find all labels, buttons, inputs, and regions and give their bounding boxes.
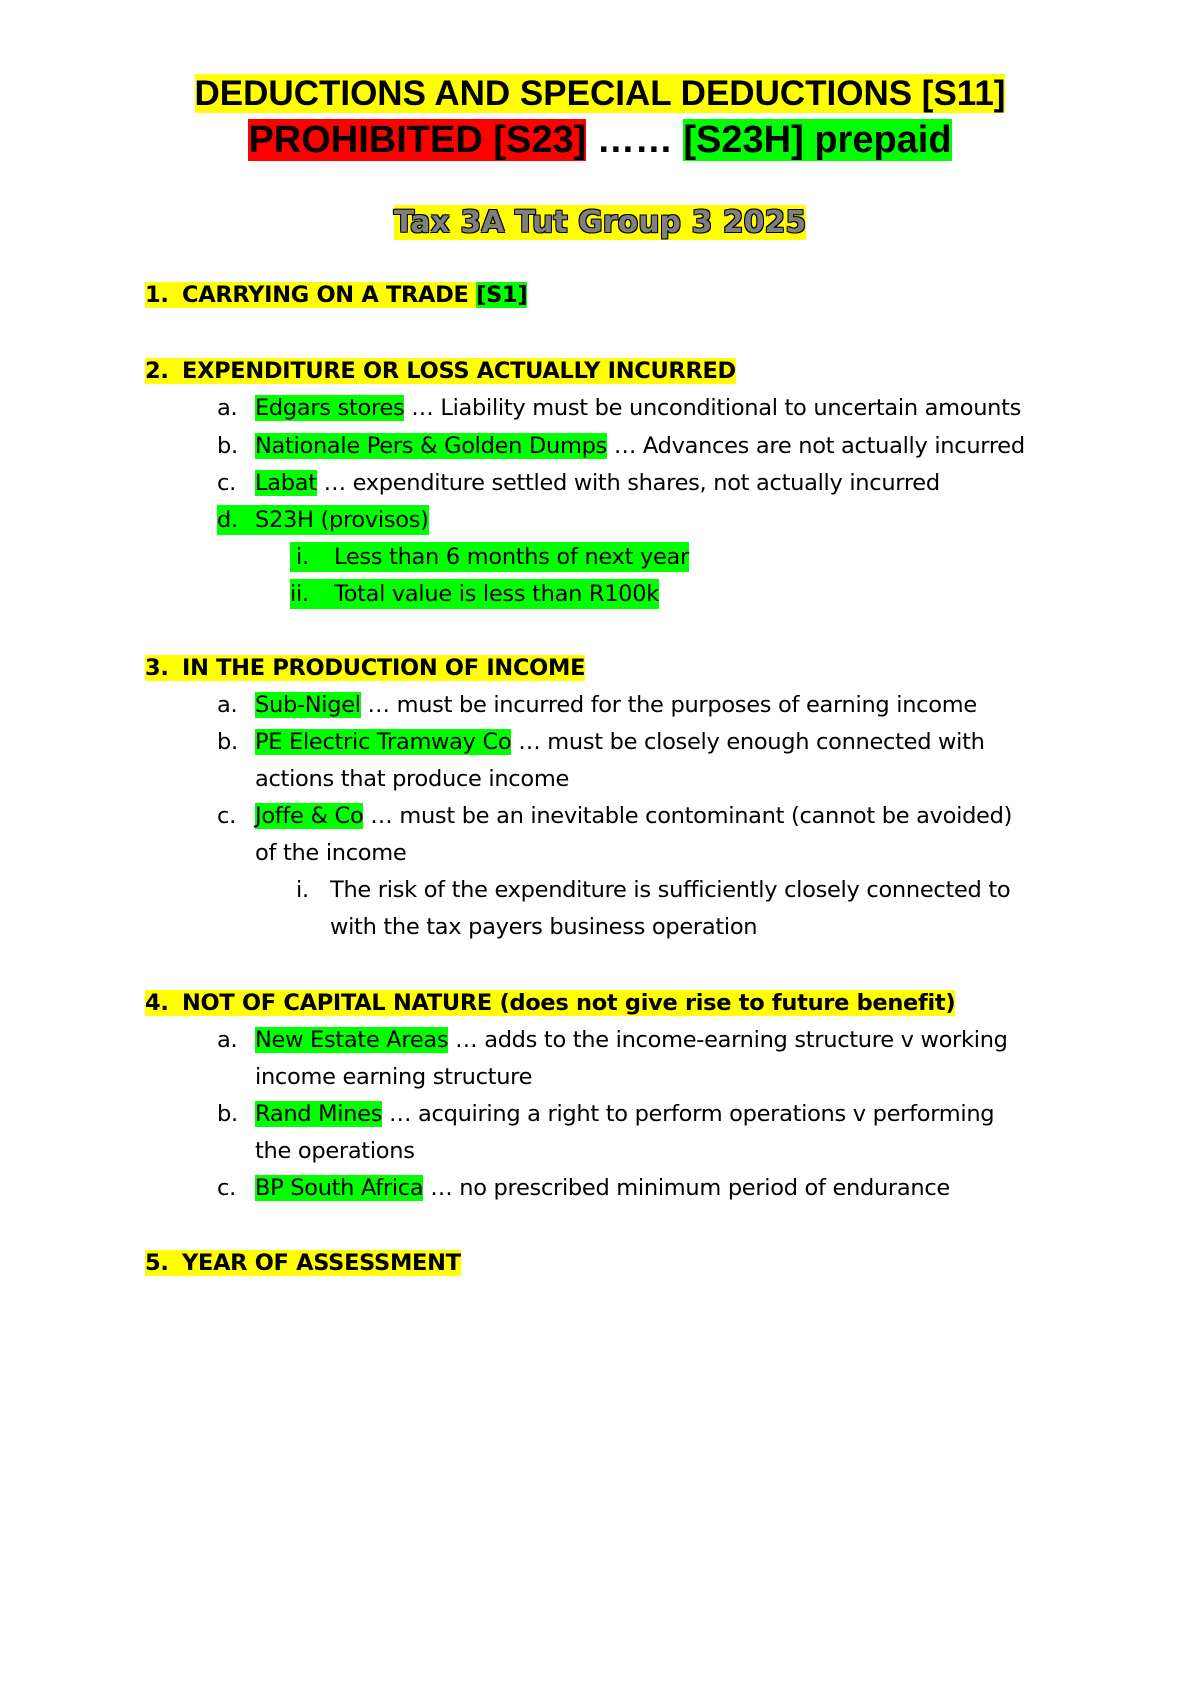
subitem-text: Less than 6 months of next year	[334, 544, 689, 570]
item-text: … must be incurred for the purposes of earning income	[360, 692, 977, 718]
section-title: IN THE PRODUCTION OF INCOME	[182, 655, 586, 681]
case-name: Sub-Nigel	[255, 692, 361, 718]
section-number: 4.	[145, 990, 169, 1016]
item-text: … acquiring a right to perform operations v performing	[382, 1101, 995, 1127]
main-title	[0, 72, 1200, 116]
item-marker: a.	[217, 1027, 238, 1053]
section-number: 1.	[145, 282, 169, 308]
section-number: 5.	[145, 1250, 169, 1276]
case-name: Nationale Pers & Golden Dumps	[255, 433, 607, 459]
item-text: … adds to the income-earning structure v working	[448, 1027, 1008, 1053]
item-continuation: income earning structure	[255, 1064, 533, 1090]
item-text: … must be an inevitable contominant (cannot be avoided)	[363, 803, 1013, 829]
item-text: … no prescribed minimum period of endurance	[423, 1175, 950, 1201]
item-marker: b.	[217, 729, 238, 755]
item-text: … Advances are not actually incurred	[606, 433, 1025, 459]
item-continuation: the operations	[255, 1138, 415, 1164]
title-ellipsis: ……	[586, 119, 684, 161]
item-text: … Liability must be unconditional to uncertain amounts	[404, 395, 1022, 421]
section-reference: [S1]	[476, 282, 528, 308]
main-title-text: DEDUCTIONS AND SPECIAL DEDUCTIONS [S11]	[194, 74, 1006, 113]
section-number: 2.	[145, 358, 169, 384]
subtitle-text: Tax 3A Tut Group 3 2025	[393, 205, 807, 240]
subitem-continuation: with the tax payers business operation	[330, 914, 758, 940]
section-title: CARRYING ON A TRADE	[182, 282, 469, 308]
case-name: Joffe & Co	[255, 803, 364, 829]
item-marker: a.	[217, 395, 238, 421]
section-title: EXPENDITURE OR LOSS ACTUALLY INCURRED	[182, 358, 736, 384]
prohibited-title	[0, 116, 1200, 164]
subitem-marker: ii.	[290, 581, 309, 607]
section-1-heading	[145, 280, 527, 310]
item-marker: c.	[217, 470, 236, 496]
case-name: Edgars stores	[255, 395, 405, 421]
section-title: NOT OF CAPITAL NATURE (does not give rise to future benefit)	[182, 990, 956, 1016]
prohibited-label: PROHIBITED [S23]	[248, 119, 587, 161]
subitem-text: Total value is less than R100k	[334, 581, 660, 607]
case-name: BP South Africa	[255, 1175, 424, 1201]
item-marker: b.	[217, 1101, 238, 1127]
section-4-heading	[145, 988, 955, 1018]
section-3-heading	[145, 653, 585, 683]
subitem-text: The risk of the expenditure is sufficiently closely connected to	[330, 877, 1011, 903]
prepaid-label: [S23H] prepaid	[683, 119, 952, 161]
item-text: … expenditure settled with shares, not actually incurred	[316, 470, 940, 496]
item-marker: a.	[217, 692, 238, 718]
section-title: YEAR OF ASSESSMENT	[182, 1250, 461, 1276]
section-number: 3.	[145, 655, 169, 681]
subitem-marker: i.	[296, 544, 309, 570]
item-continuation: of the income	[255, 840, 407, 866]
item-marker: d.	[217, 507, 238, 533]
section-2-heading	[145, 356, 736, 386]
item-marker: b.	[217, 433, 238, 459]
case-name: Rand Mines	[255, 1101, 383, 1127]
item-continuation: actions that produce income	[255, 766, 569, 792]
case-name: S23H (provisos)	[255, 507, 429, 533]
section-5-heading	[145, 1248, 461, 1278]
case-name: Labat	[255, 470, 317, 496]
item-text: … must be closely enough connected with	[511, 729, 985, 755]
subtitle	[0, 202, 1200, 244]
subitem-marker: i.	[296, 877, 309, 903]
case-name: PE Electric Tramway Co	[255, 729, 512, 755]
title-block	[0, 72, 1200, 244]
case-name: New Estate Areas	[255, 1027, 449, 1053]
item-marker: c.	[217, 803, 236, 829]
item-marker: c.	[217, 1175, 236, 1201]
